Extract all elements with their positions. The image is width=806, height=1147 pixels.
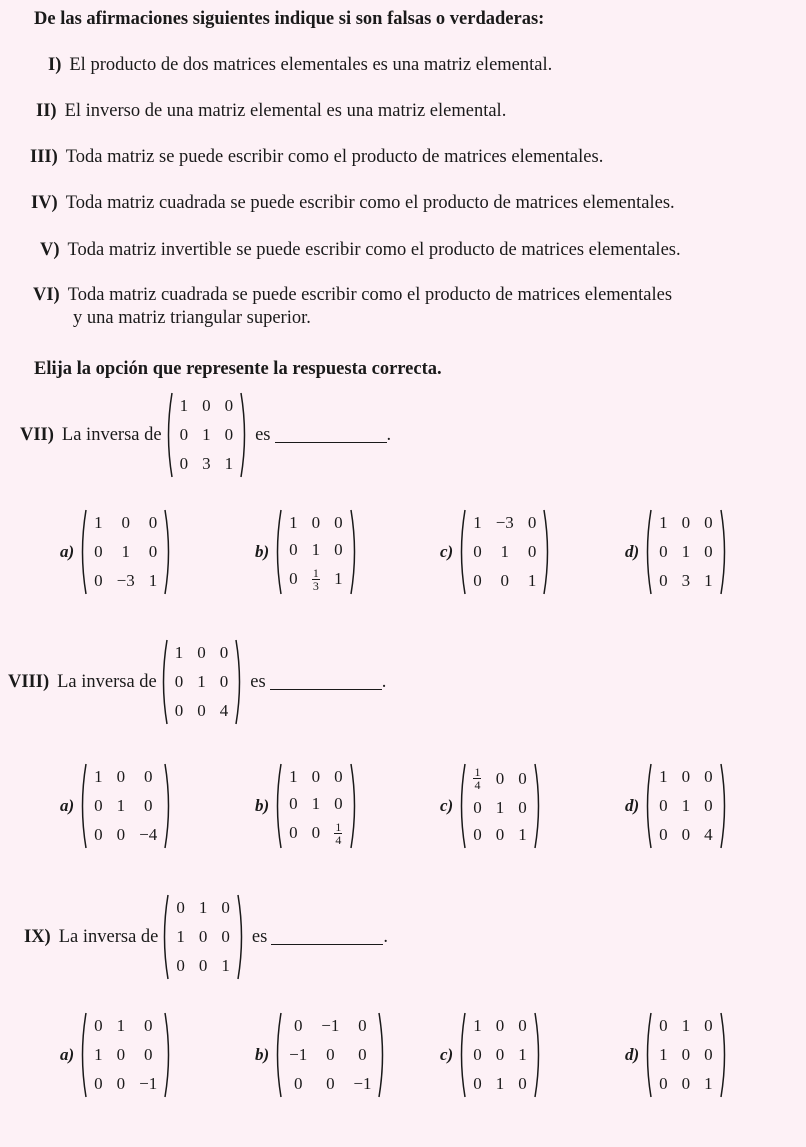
option-d[interactable] bbox=[625, 502, 729, 602]
option-label: c) bbox=[440, 542, 454, 561]
matrix-entry: 1 bbox=[659, 513, 668, 533]
matrix-entry: 0 bbox=[334, 766, 343, 786]
option-matrix bbox=[457, 1012, 543, 1098]
option-a[interactable] bbox=[60, 1005, 173, 1105]
matrix-entry: 0 bbox=[198, 955, 208, 975]
option-matrix bbox=[273, 763, 359, 849]
matrix-entry: 0 bbox=[94, 824, 103, 844]
matrix-entry: 0 bbox=[326, 1044, 335, 1064]
question-suffix: es bbox=[250, 672, 266, 692]
matrix-entry bbox=[305, 564, 328, 595]
question-number: VII) bbox=[20, 425, 54, 445]
option-a[interactable] bbox=[60, 756, 173, 856]
question-prefix: La inversa de bbox=[61, 425, 162, 445]
instruction: Elija la opción que represente la respuesta correcta. bbox=[34, 359, 442, 379]
matrix-entry: 4 bbox=[704, 824, 713, 844]
option-matrix bbox=[78, 1012, 173, 1098]
matrix-entry: 1 bbox=[527, 570, 537, 590]
question-prefix: La inversa de bbox=[58, 927, 159, 947]
matrix-entry: 0 bbox=[94, 541, 103, 561]
matrix-entry: 0 bbox=[500, 570, 510, 590]
matrix-entry: 0 bbox=[704, 541, 713, 561]
matrix-entry: 3 bbox=[202, 453, 211, 473]
fraction: $\frac{1}{4}$ bbox=[335, 819, 342, 847]
matrix-entry: 0 bbox=[148, 513, 158, 533]
matrix-entry: 0 bbox=[704, 1016, 713, 1036]
matrix-entry: 1 bbox=[289, 512, 298, 532]
matrix-entry: 0 bbox=[289, 793, 298, 813]
matrix-entry: 1 bbox=[518, 1044, 527, 1064]
question-matrix bbox=[159, 639, 245, 725]
matrix-entry: 0 bbox=[224, 396, 234, 416]
option-matrix bbox=[273, 1012, 387, 1098]
matrix-entry: 1 bbox=[311, 793, 321, 813]
right-paren bbox=[164, 509, 173, 595]
matrix-entry: 1 bbox=[334, 569, 343, 589]
matrix-entry: 1 bbox=[500, 541, 510, 561]
matrix-entry: 0 bbox=[311, 512, 321, 532]
matrix-entry: 0 bbox=[198, 926, 208, 946]
matrix-entry: 0 bbox=[219, 643, 229, 663]
matrix-entry: 0 bbox=[311, 766, 321, 786]
matrix-entry: 1 bbox=[94, 767, 103, 787]
matrix-entry: 0 bbox=[293, 1073, 303, 1093]
statement-4 bbox=[31, 192, 675, 214]
matrix-entry: 0 bbox=[293, 1016, 303, 1036]
option-matrix bbox=[78, 509, 173, 595]
matrix-entry: 0 bbox=[174, 671, 184, 691]
statement-1 bbox=[48, 54, 552, 76]
question-end: . bbox=[383, 927, 388, 947]
left-paren bbox=[457, 1012, 466, 1098]
left-paren bbox=[273, 763, 282, 849]
matrix-entry: 1 bbox=[116, 795, 126, 815]
matrix-entry: 1 bbox=[659, 1044, 668, 1064]
matrix-entry: 0 bbox=[518, 768, 527, 788]
option-label: b) bbox=[255, 1045, 270, 1064]
option-d[interactable] bbox=[625, 1005, 729, 1105]
left-paren bbox=[643, 763, 652, 849]
matrix-entry: 0 bbox=[289, 823, 298, 843]
left-paren bbox=[643, 1012, 652, 1098]
right-paren bbox=[164, 763, 173, 849]
matrix-entry: 0 bbox=[219, 671, 229, 691]
statement-number: V) bbox=[40, 240, 60, 260]
matrix-entry: −1 bbox=[353, 1073, 372, 1093]
matrix-entry: 0 bbox=[94, 1073, 103, 1093]
matrix-entry: 1 bbox=[681, 1016, 691, 1036]
matrix-entry: 0 bbox=[224, 424, 234, 444]
matrix-entry: 1 bbox=[121, 541, 130, 561]
matrix-entry: 0 bbox=[527, 541, 537, 561]
matrix-entry: 0 bbox=[495, 1016, 505, 1036]
left-paren bbox=[78, 763, 87, 849]
matrix-entry: 0 bbox=[197, 643, 206, 663]
statement-number: III) bbox=[30, 147, 58, 167]
matrix-entry: 1 bbox=[311, 539, 321, 559]
matrix-entry: 0 bbox=[473, 1044, 482, 1064]
matrix-entry: 1 bbox=[495, 798, 505, 818]
question-suffix: es bbox=[251, 927, 268, 947]
question-matrix bbox=[160, 894, 246, 980]
right-paren bbox=[720, 763, 729, 849]
statement-text: Toda matriz invertible se puede escribir como el producto de matrices elementales. bbox=[67, 240, 681, 260]
matrix-entry: 1 bbox=[174, 643, 184, 663]
matrix-entry: 1 bbox=[704, 1073, 713, 1093]
matrix-entry: 0 bbox=[358, 1016, 367, 1036]
matrix-entry: 0 bbox=[221, 926, 230, 946]
option-matrix bbox=[643, 1012, 729, 1098]
matrix-entry: 1 bbox=[681, 795, 691, 815]
question-2 bbox=[8, 632, 386, 732]
matrix-entry: 3 bbox=[681, 570, 691, 590]
matrix-entry: 0 bbox=[704, 513, 713, 533]
matrix-entry: 1 bbox=[224, 453, 234, 473]
left-paren bbox=[78, 509, 87, 595]
option-label: b) bbox=[255, 542, 270, 561]
question-matrix bbox=[164, 392, 250, 478]
right-paren bbox=[350, 763, 359, 849]
option-label: a) bbox=[60, 796, 75, 815]
matrix-entry: 0 bbox=[659, 795, 668, 815]
option-matrix bbox=[457, 509, 552, 595]
matrix-entry: 1 bbox=[495, 1073, 505, 1093]
statement-number: II) bbox=[36, 101, 57, 121]
option-label: c) bbox=[440, 1045, 454, 1064]
matrix-entry: 0 bbox=[518, 798, 527, 818]
matrix-entry: 0 bbox=[659, 1073, 668, 1093]
question-end: . bbox=[381, 672, 387, 692]
statement-5 bbox=[40, 239, 681, 261]
matrix-entry: 0 bbox=[202, 396, 211, 416]
statement-2 bbox=[36, 100, 506, 122]
statement-text: El producto de dos matrices elementales es una matriz elemental. bbox=[69, 55, 553, 75]
question-3 bbox=[24, 887, 388, 987]
matrix-entry: 1 bbox=[179, 396, 189, 416]
option-matrix bbox=[457, 763, 543, 849]
matrix-entry: −1 bbox=[289, 1044, 308, 1064]
matrix-entry: 0 bbox=[659, 824, 668, 844]
matrix-entry: 0 bbox=[143, 767, 153, 787]
matrix-entry: 1 bbox=[176, 926, 185, 946]
left-paren bbox=[457, 763, 466, 849]
matrix-entry bbox=[466, 763, 489, 794]
matrix-entry: 1 bbox=[473, 1016, 482, 1036]
option-matrix bbox=[273, 509, 359, 595]
header: De las afirmaciones siguientes indique si son falsas o verdaderas: bbox=[34, 9, 545, 29]
option-c[interactable] bbox=[440, 1005, 543, 1105]
question-1 bbox=[20, 385, 391, 485]
fraction: $\frac{1}{3}$ bbox=[312, 565, 319, 593]
statement-number: I) bbox=[48, 55, 62, 75]
matrix-entry: 0 bbox=[179, 424, 189, 444]
left-paren bbox=[643, 509, 652, 595]
matrix-entry: 0 bbox=[143, 1016, 153, 1036]
matrix-entry: 1 bbox=[704, 570, 713, 590]
matrix-entry: 0 bbox=[326, 1073, 335, 1093]
statement-3 bbox=[30, 146, 603, 168]
matrix-entry: 0 bbox=[681, 824, 691, 844]
answer-blank bbox=[270, 675, 382, 690]
question-prefix: La inversa de bbox=[57, 672, 157, 692]
option-a[interactable] bbox=[60, 502, 173, 602]
matrix-entry: −1 bbox=[321, 1016, 340, 1036]
matrix-entry: 0 bbox=[659, 570, 668, 590]
matrix-entry: 0 bbox=[116, 1073, 126, 1093]
option-label: a) bbox=[60, 1045, 75, 1064]
matrix-entry: 1 bbox=[221, 955, 230, 975]
matrix-entry: 0 bbox=[289, 539, 298, 559]
left-paren bbox=[78, 1012, 87, 1098]
matrix-entry: 0 bbox=[681, 1044, 691, 1064]
matrix-entry: 0 bbox=[197, 700, 206, 720]
matrix-entry: 0 bbox=[659, 1016, 668, 1036]
right-paren bbox=[350, 509, 359, 595]
matrix-entry: 0 bbox=[94, 1016, 103, 1036]
matrix-entry: 0 bbox=[495, 768, 505, 788]
statement-number: IV) bbox=[31, 193, 58, 213]
matrix-entry: 0 bbox=[334, 512, 343, 532]
matrix-entry: 1 bbox=[94, 513, 103, 533]
right-paren bbox=[240, 392, 249, 478]
option-label: b) bbox=[255, 796, 270, 815]
option-label: a) bbox=[60, 542, 75, 561]
statement-6 bbox=[33, 284, 672, 306]
question-number: IX) bbox=[24, 927, 51, 947]
matrix-entry: 1 bbox=[198, 898, 208, 918]
matrix-entry: 0 bbox=[334, 539, 343, 559]
matrix-entry: 1 bbox=[681, 541, 691, 561]
option-b[interactable] bbox=[255, 502, 359, 602]
option-matrix bbox=[643, 509, 729, 595]
matrix-entry: 1 bbox=[518, 825, 527, 845]
matrix-entry: 1 bbox=[197, 671, 206, 691]
matrix-entry: −1 bbox=[139, 1073, 158, 1093]
answer-blank bbox=[275, 428, 387, 443]
fraction: $\frac{1}{4}$ bbox=[474, 765, 481, 793]
option-label: c) bbox=[440, 796, 454, 815]
matrix-entry: 0 bbox=[681, 513, 691, 533]
matrix-entry: 0 bbox=[681, 1073, 691, 1093]
left-paren bbox=[159, 639, 168, 725]
matrix-entry: 0 bbox=[473, 825, 482, 845]
option-b[interactable] bbox=[255, 1005, 387, 1105]
matrix-entry: 0 bbox=[174, 700, 184, 720]
right-paren bbox=[720, 1012, 729, 1098]
matrix-entry: 0 bbox=[704, 767, 713, 787]
option-c[interactable] bbox=[440, 502, 552, 602]
matrix-entry: 0 bbox=[148, 541, 158, 561]
matrix-entry: 0 bbox=[358, 1044, 367, 1064]
matrix-entry: 1 bbox=[289, 766, 298, 786]
matrix-entry: 1 bbox=[116, 1016, 126, 1036]
matrix-entry: 0 bbox=[518, 1073, 527, 1093]
statement-text: Toda matriz cuadrada se puede escribir como el producto de matrices elementales bbox=[67, 285, 673, 305]
matrix-entry: 1 bbox=[148, 570, 158, 590]
option-label: d) bbox=[625, 1045, 640, 1064]
matrix-entry: 0 bbox=[94, 570, 103, 590]
matrix-entry: 0 bbox=[704, 1044, 713, 1064]
statement-6-continuation: y una matriz triangular superior. bbox=[73, 308, 311, 328]
right-paren bbox=[534, 1012, 543, 1098]
left-paren bbox=[273, 509, 282, 595]
right-paren bbox=[543, 509, 552, 595]
matrix-entry: 0 bbox=[495, 825, 505, 845]
option-label: d) bbox=[625, 542, 640, 561]
question-suffix: es bbox=[255, 425, 271, 445]
matrix-entry: 0 bbox=[94, 795, 103, 815]
matrix-entry: 0 bbox=[704, 795, 713, 815]
matrix-entry: 0 bbox=[179, 453, 189, 473]
option-label: d) bbox=[625, 796, 640, 815]
matrix-entry: −3 bbox=[495, 513, 514, 533]
left-paren bbox=[164, 392, 173, 478]
matrix-entry: 0 bbox=[176, 898, 185, 918]
matrix-entry: 1 bbox=[94, 1044, 103, 1064]
matrix-entry: 0 bbox=[518, 1016, 527, 1036]
matrix-entry: 0 bbox=[176, 955, 185, 975]
option-d[interactable] bbox=[625, 756, 729, 856]
matrix-entry: 0 bbox=[221, 898, 230, 918]
matrix-entry: 1 bbox=[473, 513, 482, 533]
matrix-entry: 4 bbox=[219, 700, 229, 720]
matrix-entry: 1 bbox=[202, 424, 211, 444]
matrix-entry bbox=[327, 818, 350, 849]
right-paren bbox=[534, 763, 543, 849]
option-matrix bbox=[78, 763, 173, 849]
right-paren bbox=[720, 509, 729, 595]
question-number: VIII) bbox=[8, 672, 50, 692]
option-b[interactable] bbox=[255, 756, 359, 856]
matrix-entry: 0 bbox=[681, 767, 691, 787]
matrix-entry: 0 bbox=[527, 513, 537, 533]
matrix-entry: −3 bbox=[116, 570, 135, 590]
answer-blank bbox=[271, 930, 383, 945]
right-paren bbox=[164, 1012, 173, 1098]
matrix-entry: 0 bbox=[334, 793, 343, 813]
statement-text: Toda matriz se puede escribir como el producto de matrices elementales. bbox=[65, 147, 604, 167]
statement-text: Toda matriz cuadrada se puede escribir como el producto de matrices elementales. bbox=[65, 193, 675, 213]
matrix-entry: 0 bbox=[473, 798, 482, 818]
matrix-entry: 0 bbox=[495, 1044, 505, 1064]
left-paren bbox=[457, 509, 466, 595]
matrix-entry: 0 bbox=[143, 1044, 153, 1064]
matrix-entry: 0 bbox=[473, 570, 482, 590]
matrix-entry: −4 bbox=[139, 824, 158, 844]
option-matrix bbox=[643, 763, 729, 849]
matrix-entry: 0 bbox=[121, 513, 130, 533]
left-paren bbox=[273, 1012, 282, 1098]
matrix-entry: 0 bbox=[116, 1044, 126, 1064]
matrix-entry: 0 bbox=[116, 767, 126, 787]
matrix-entry: 1 bbox=[659, 767, 668, 787]
right-paren bbox=[237, 894, 246, 980]
right-paren bbox=[235, 639, 244, 725]
question-end: . bbox=[386, 425, 392, 445]
right-paren bbox=[378, 1012, 387, 1098]
matrix-entry: 0 bbox=[473, 541, 482, 561]
matrix-entry: 0 bbox=[289, 569, 298, 589]
matrix-entry: 0 bbox=[473, 1073, 482, 1093]
statement-number: VI) bbox=[33, 285, 60, 305]
matrix-entry: 0 bbox=[311, 823, 321, 843]
option-c[interactable] bbox=[440, 756, 543, 856]
left-paren bbox=[160, 894, 169, 980]
matrix-entry: 0 bbox=[116, 824, 126, 844]
statement-text: El inverso de una matriz elemental es una matriz elemental. bbox=[64, 101, 507, 121]
matrix-entry: 0 bbox=[659, 541, 668, 561]
matrix-entry: 0 bbox=[143, 795, 153, 815]
